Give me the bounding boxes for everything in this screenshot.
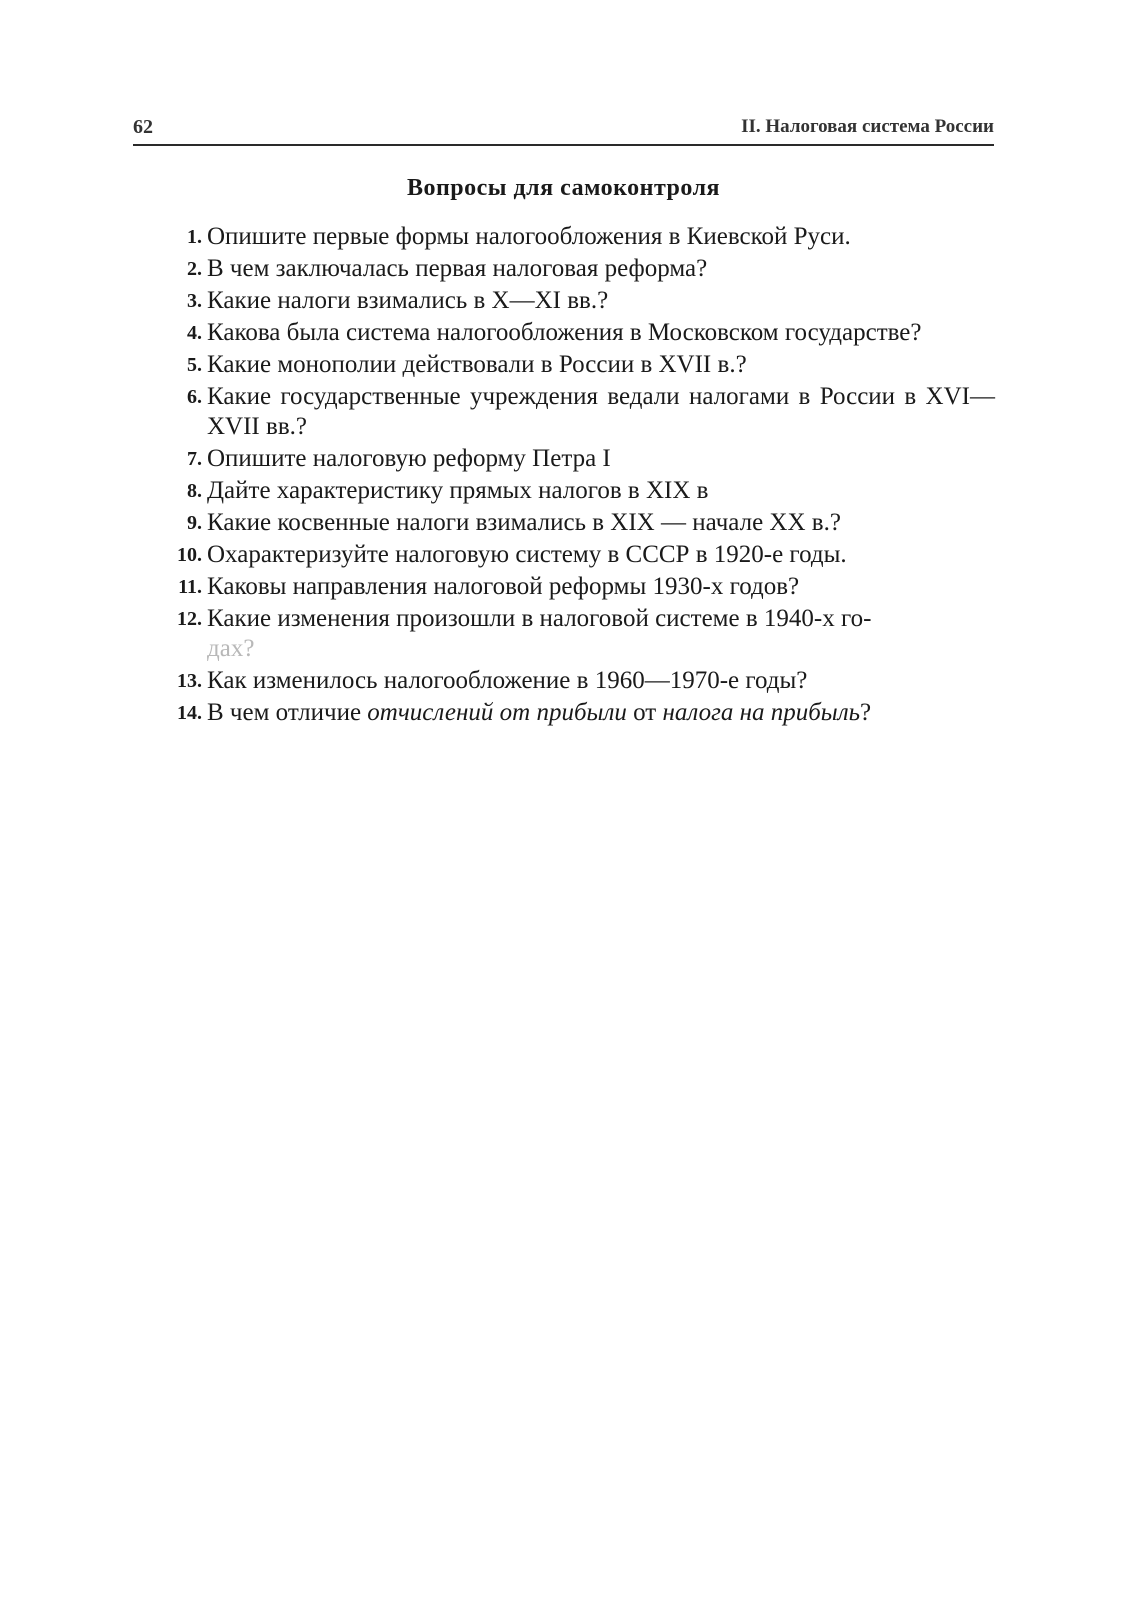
question-text <box>207 699 871 726</box>
question-text: Какие косвенные налоги взимались в XIX — начале XX в.? <box>207 509 841 536</box>
question-item <box>155 286 995 316</box>
question-text: Какие изменения произошли в налоговой системе в 1940-х го- <box>207 605 872 632</box>
question-number: 7. <box>187 448 202 470</box>
question-item <box>155 698 995 728</box>
question-text: Какова была система налогообложения в Московском государстве? <box>207 319 922 346</box>
question-text: Охарактеризуйте налоговую систему в СССР в 1920-е годы. <box>207 541 847 568</box>
question-number: 14. <box>177 702 202 724</box>
question-item <box>155 350 995 380</box>
running-head <box>133 114 994 146</box>
question-text: Дайте характеристику прямых налогов в XIX в <box>207 477 709 504</box>
section-heading: Вопросы для самоконтроля <box>406 175 721 201</box>
question-number: 3. <box>187 290 202 312</box>
question-item <box>155 382 995 442</box>
question-text: Опишите налоговую реформу Петра I <box>207 445 611 472</box>
question-text-part: ? <box>860 699 872 726</box>
italic-term: налога на прибыль <box>662 699 861 726</box>
question-text: Какие налоги взимались в X—XI вв.? <box>207 287 609 314</box>
question-text-continuation: дах? <box>207 635 255 662</box>
chapter-title: II. Налоговая система России <box>741 116 994 137</box>
question-text: Какие государственные учреждения ведали налогами в России в XVI—XVII вв.? <box>207 383 995 440</box>
page-number: 62 <box>133 116 153 138</box>
question-number: 12. <box>177 608 202 630</box>
question-item <box>155 254 995 284</box>
question-text: Как изменилось налогообложение в 1960—1970-е годы? <box>207 667 808 694</box>
question-number: 4. <box>187 322 202 344</box>
question-number: 9. <box>187 512 202 534</box>
question-item <box>155 318 995 348</box>
question-item <box>155 222 995 252</box>
question-number: 11. <box>178 576 202 598</box>
question-number: 8. <box>187 480 202 502</box>
question-item <box>155 666 995 696</box>
question-text: Опишите первые формы налогообложения в Киевской Руси. <box>207 223 851 250</box>
question-list <box>155 222 995 730</box>
question-text: Какие монополии действовали в России в XVII в.? <box>207 351 747 378</box>
question-item <box>155 604 995 664</box>
question-text: Каковы направления налоговой реформы 1930-х годов? <box>207 573 800 600</box>
question-text-part: В чем отличие <box>207 699 368 726</box>
question-item <box>155 540 995 570</box>
question-number: 5. <box>187 354 202 376</box>
question-item <box>155 444 995 474</box>
italic-term: отчислений от прибыли <box>367 699 627 726</box>
question-text-part: от <box>626 699 663 726</box>
question-item <box>155 508 995 538</box>
question-item <box>155 476 995 506</box>
question-number: 13. <box>177 670 202 692</box>
question-item <box>155 572 995 602</box>
question-number: 1. <box>187 226 202 248</box>
question-number: 6. <box>187 386 202 408</box>
question-text: В чем заключалась первая налоговая реформа? <box>207 255 708 282</box>
question-number: 10. <box>177 544 202 566</box>
question-number: 2. <box>187 258 202 280</box>
